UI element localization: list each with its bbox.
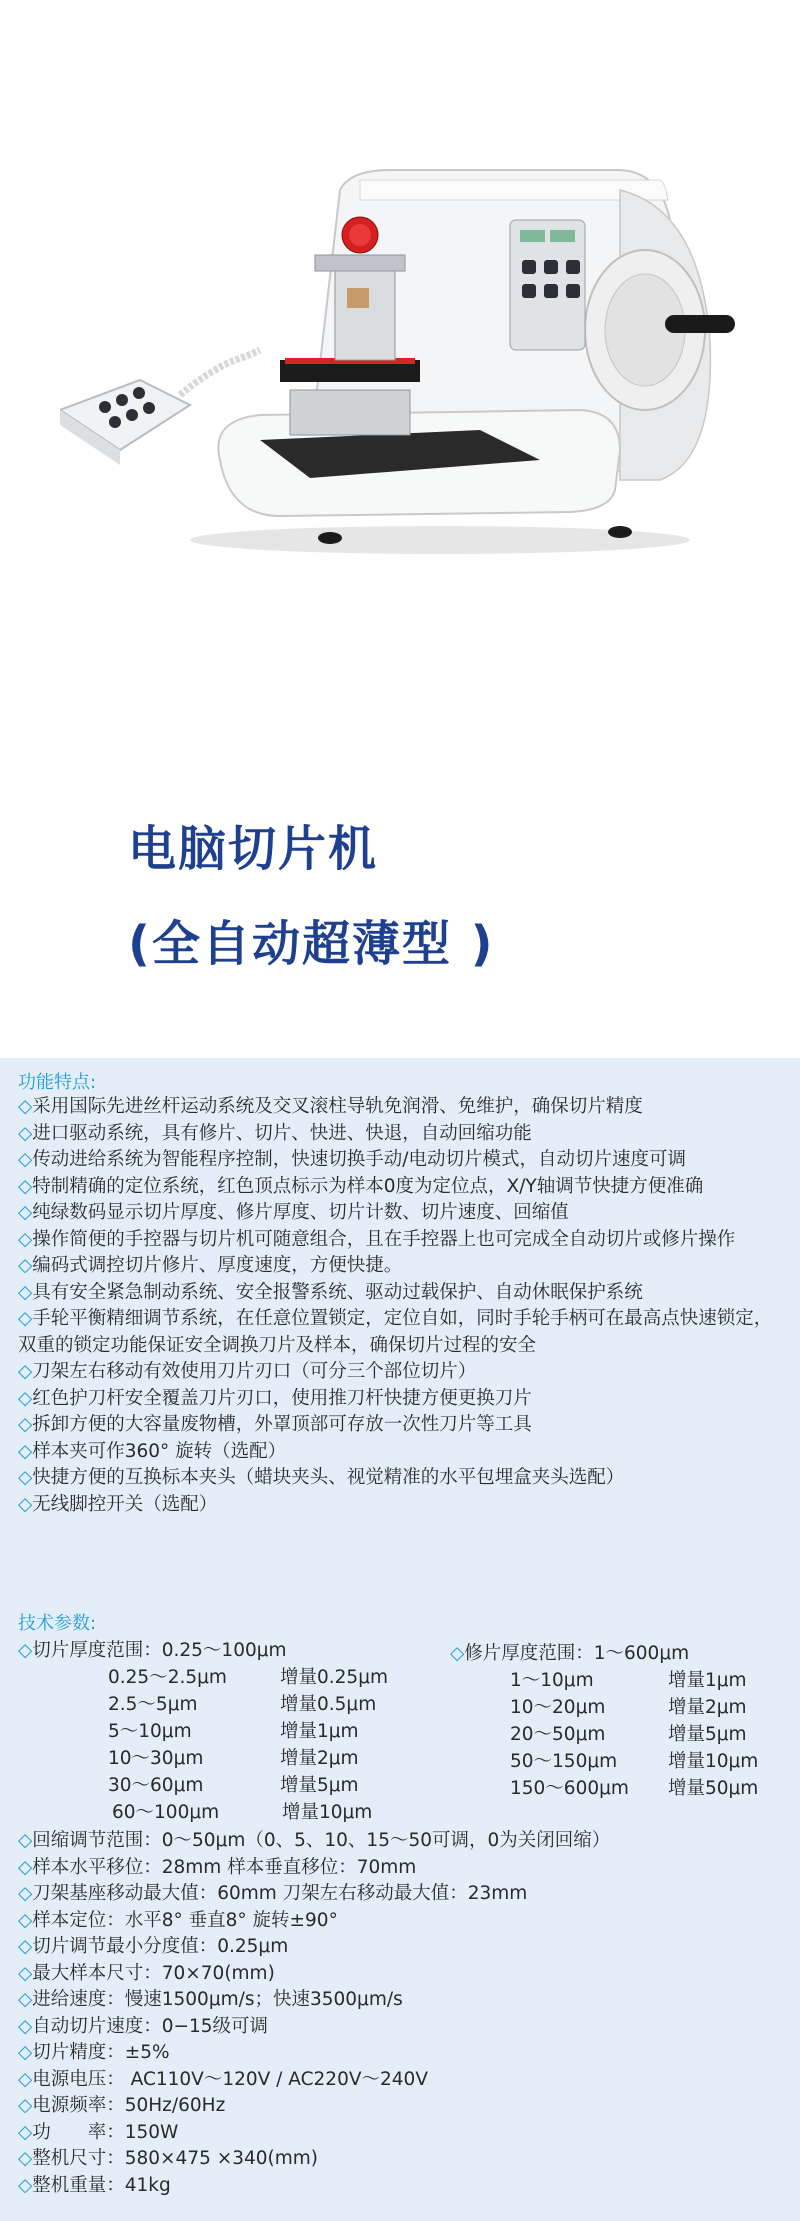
feature-item: ◇刀架左右移动有效使用刀片刃口（可分三个部位切片）	[18, 1361, 477, 1382]
specs-list	[18, 1828, 610, 2199]
cut-range-increment: 增量2μm	[280, 1748, 359, 1769]
features-list	[18, 1094, 788, 1518]
diamond-icon: ◇	[18, 1122, 33, 1144]
spec-item: ◇回缩调节范围：0～50μm（0、5、10、15～50可调，0为关闭回缩）	[18, 1830, 611, 1851]
diamond-icon: ◇	[450, 1643, 465, 1664]
feature-item: ◇进口驱动系统，具有修片、切片、快进、快退，自动回缩功能	[18, 1122, 532, 1144]
trim-range-increment: 增量1μm	[668, 1670, 747, 1691]
spec-item: ◇切片精度：±5%	[18, 2042, 170, 2063]
diamond-icon: ◇	[18, 1467, 33, 1488]
trim-range-value: 150～600μm	[510, 1778, 629, 1799]
diamond-icon: ◇	[18, 1883, 33, 1904]
product-title-line1: 电脑切片机	[128, 821, 379, 877]
trim-range-value: 20～50μm	[510, 1724, 606, 1745]
spec-item: ◇进给速度：慢速1500μm/s；快速3500μm/s	[18, 1989, 403, 2010]
cut-range-increment: 增量5μm	[280, 1775, 359, 1796]
spec-item: ◇刀架基座移动最大值：60mm 刀架左右移动最大值：23mm	[18, 1883, 528, 1904]
diamond-icon: ◇	[18, 2148, 33, 2169]
diamond-icon: ◇	[18, 1255, 33, 1276]
diamond-icon: ◇	[18, 1202, 33, 1223]
trim-range-increment: 增量10μm	[668, 1751, 759, 1772]
diamond-icon: ◇	[18, 2068, 33, 2090]
cut-range-increment: 增量10μm	[282, 1802, 373, 1823]
spec-item: ◇最大样本尺寸：70×70(mm)	[18, 1962, 275, 1984]
diamond-icon: ◇	[18, 2121, 33, 2143]
diamond-icon: ◇	[18, 1493, 33, 1515]
spec-item: ◇电源频率：50Hz/60Hz	[18, 2095, 226, 2116]
cut-range-value: 60～100μm	[112, 1802, 220, 1823]
feature-item: ◇样本夹可作360° 旋转（选配）	[18, 1440, 287, 1462]
diamond-icon: ◇	[18, 1936, 33, 1957]
diamond-icon: ◇	[18, 1308, 33, 1329]
spec-item: ◇样本水平移位：28mm 样本垂直移位：70mm	[18, 1856, 417, 1878]
feature-item: ◇无线脚控开关（选配）	[18, 1493, 218, 1515]
cut-range-increment: 增量1μm	[280, 1721, 359, 1742]
diamond-icon: ◇	[18, 2015, 33, 2037]
feature-item: ◇编码式调控切片修片、厚度速度，方便快捷。	[18, 1255, 403, 1276]
diamond-icon: ◇	[18, 1909, 33, 1931]
diamond-icon: ◇	[18, 1361, 33, 1382]
features-heading: 功能特点:	[18, 1072, 97, 1093]
cut-range-value: 10～30μm	[108, 1748, 204, 1769]
spec-item: ◇整机重量：41kg	[18, 2174, 171, 2196]
trim-range-value: 1～10μm	[510, 1670, 594, 1691]
diamond-icon: ◇	[18, 1962, 33, 1984]
diamond-icon: ◇	[18, 1096, 33, 1117]
feature-item: ◇手轮平衡精细调节系统，在任意位置锁定，定位自如，同时手轮手柄可在最高点快速锁定，双重的锁定功能保证安全调换刀片及样本，确保切片过程的安全	[18, 1308, 773, 1356]
diamond-icon: ◇	[18, 1387, 33, 1409]
diamond-icon: ◇	[18, 1281, 33, 1303]
feature-item: ◇具有安全紧急制动系统、安全报警系统、驱动过载保护、自动休眠保护系统	[18, 1281, 643, 1303]
feature-item: ◇拆卸方便的大容量废物槽，外罩顶部可存放一次性刀片等工具	[18, 1414, 532, 1435]
feature-item: ◇快捷方便的互换标本夹头（蜡块夹头、视觉精准的水平包埋盒夹头选配）	[18, 1467, 625, 1488]
feature-item: ◇特制精确的定位系统，红色顶点标示为样本0度为定位点，X/Y轴调节快捷方便准确	[18, 1175, 704, 1197]
diamond-icon: ◇	[18, 1414, 33, 1435]
specs-heading: 技术参数:	[18, 1613, 97, 1634]
spec-item: ◇整机尺寸：580×475 ×340(mm)	[18, 2148, 319, 2169]
diamond-icon: ◇	[18, 1830, 33, 1851]
cut-range-increment: 增量0.5μm	[280, 1694, 377, 1715]
spec-item: ◇电源电压： AC110V～120V / AC220V～240V	[18, 2068, 428, 2090]
cut-range-value: 0.25～2.5μm	[108, 1667, 227, 1688]
spec-item: ◇切片调节最小分度值：0.25μm	[18, 1936, 289, 1957]
diamond-icon: ◇	[18, 1640, 33, 1661]
feature-item: ◇操作简便的手控器与切片机可随意组合，且在手控器上也可完成全自动切片或修片操作	[18, 1228, 736, 1250]
cut-range-value: 2.5～5μm	[108, 1694, 198, 1715]
trim-range-value: 50～150μm	[510, 1751, 618, 1772]
diamond-icon: ◇	[18, 2174, 33, 2196]
diamond-icon: ◇	[18, 1228, 33, 1250]
spec-panel	[0, 1058, 800, 2221]
trim-range-label: ◇修片厚度范围：1～600μm	[450, 1643, 690, 1664]
feature-item: ◇采用国际先进丝杆运动系统及交叉滚柱导轨免润滑、免维护，确保切片精度	[18, 1096, 643, 1117]
spec-item: ◇功 率：150W	[18, 2121, 179, 2143]
diamond-icon: ◇	[18, 1175, 33, 1197]
product-title-line2: (全自动超薄型 )	[128, 916, 495, 972]
cut-range-increment: 增量0.25μm	[280, 1667, 388, 1688]
spec-item: ◇自动切片速度：0−15级可调	[18, 2015, 269, 2037]
diamond-icon: ◇	[18, 1149, 33, 1170]
diamond-icon: ◇	[18, 1856, 33, 1878]
trim-range-increment: 增量50μm	[668, 1778, 759, 1799]
cut-range-label: ◇切片厚度范围：0.25～100μm	[18, 1640, 287, 1661]
diamond-icon: ◇	[18, 2042, 33, 2063]
diamond-icon: ◇	[18, 1440, 33, 1462]
diamond-icon: ◇	[18, 2095, 33, 2116]
feature-item: ◇传动进给系统为智能程序控制，快速切换手动/电动切片模式，自动切片速度可调	[18, 1149, 686, 1170]
feature-item: ◇纯绿数码显示切片厚度、修片厚度、切片计数、切片速度、回缩值	[18, 1202, 569, 1223]
spec-item: ◇样本定位：水平8° 垂直8° 旋转±90°	[18, 1909, 338, 1931]
hero-section	[0, 0, 800, 1058]
cut-range-value: 30～60μm	[108, 1775, 204, 1796]
trim-range-value: 10～20μm	[510, 1697, 606, 1718]
trim-range-increment: 增量2μm	[668, 1697, 747, 1718]
diamond-icon: ◇	[18, 1989, 33, 2010]
trim-range-increment: 增量5μm	[668, 1724, 747, 1745]
microtome-product-image	[60, 160, 760, 600]
feature-item: ◇红色护刀杆安全覆盖刀片刃口，使用推刀杆快捷方便更换刀片	[18, 1387, 532, 1409]
cut-range-value: 5～10μm	[108, 1721, 192, 1742]
